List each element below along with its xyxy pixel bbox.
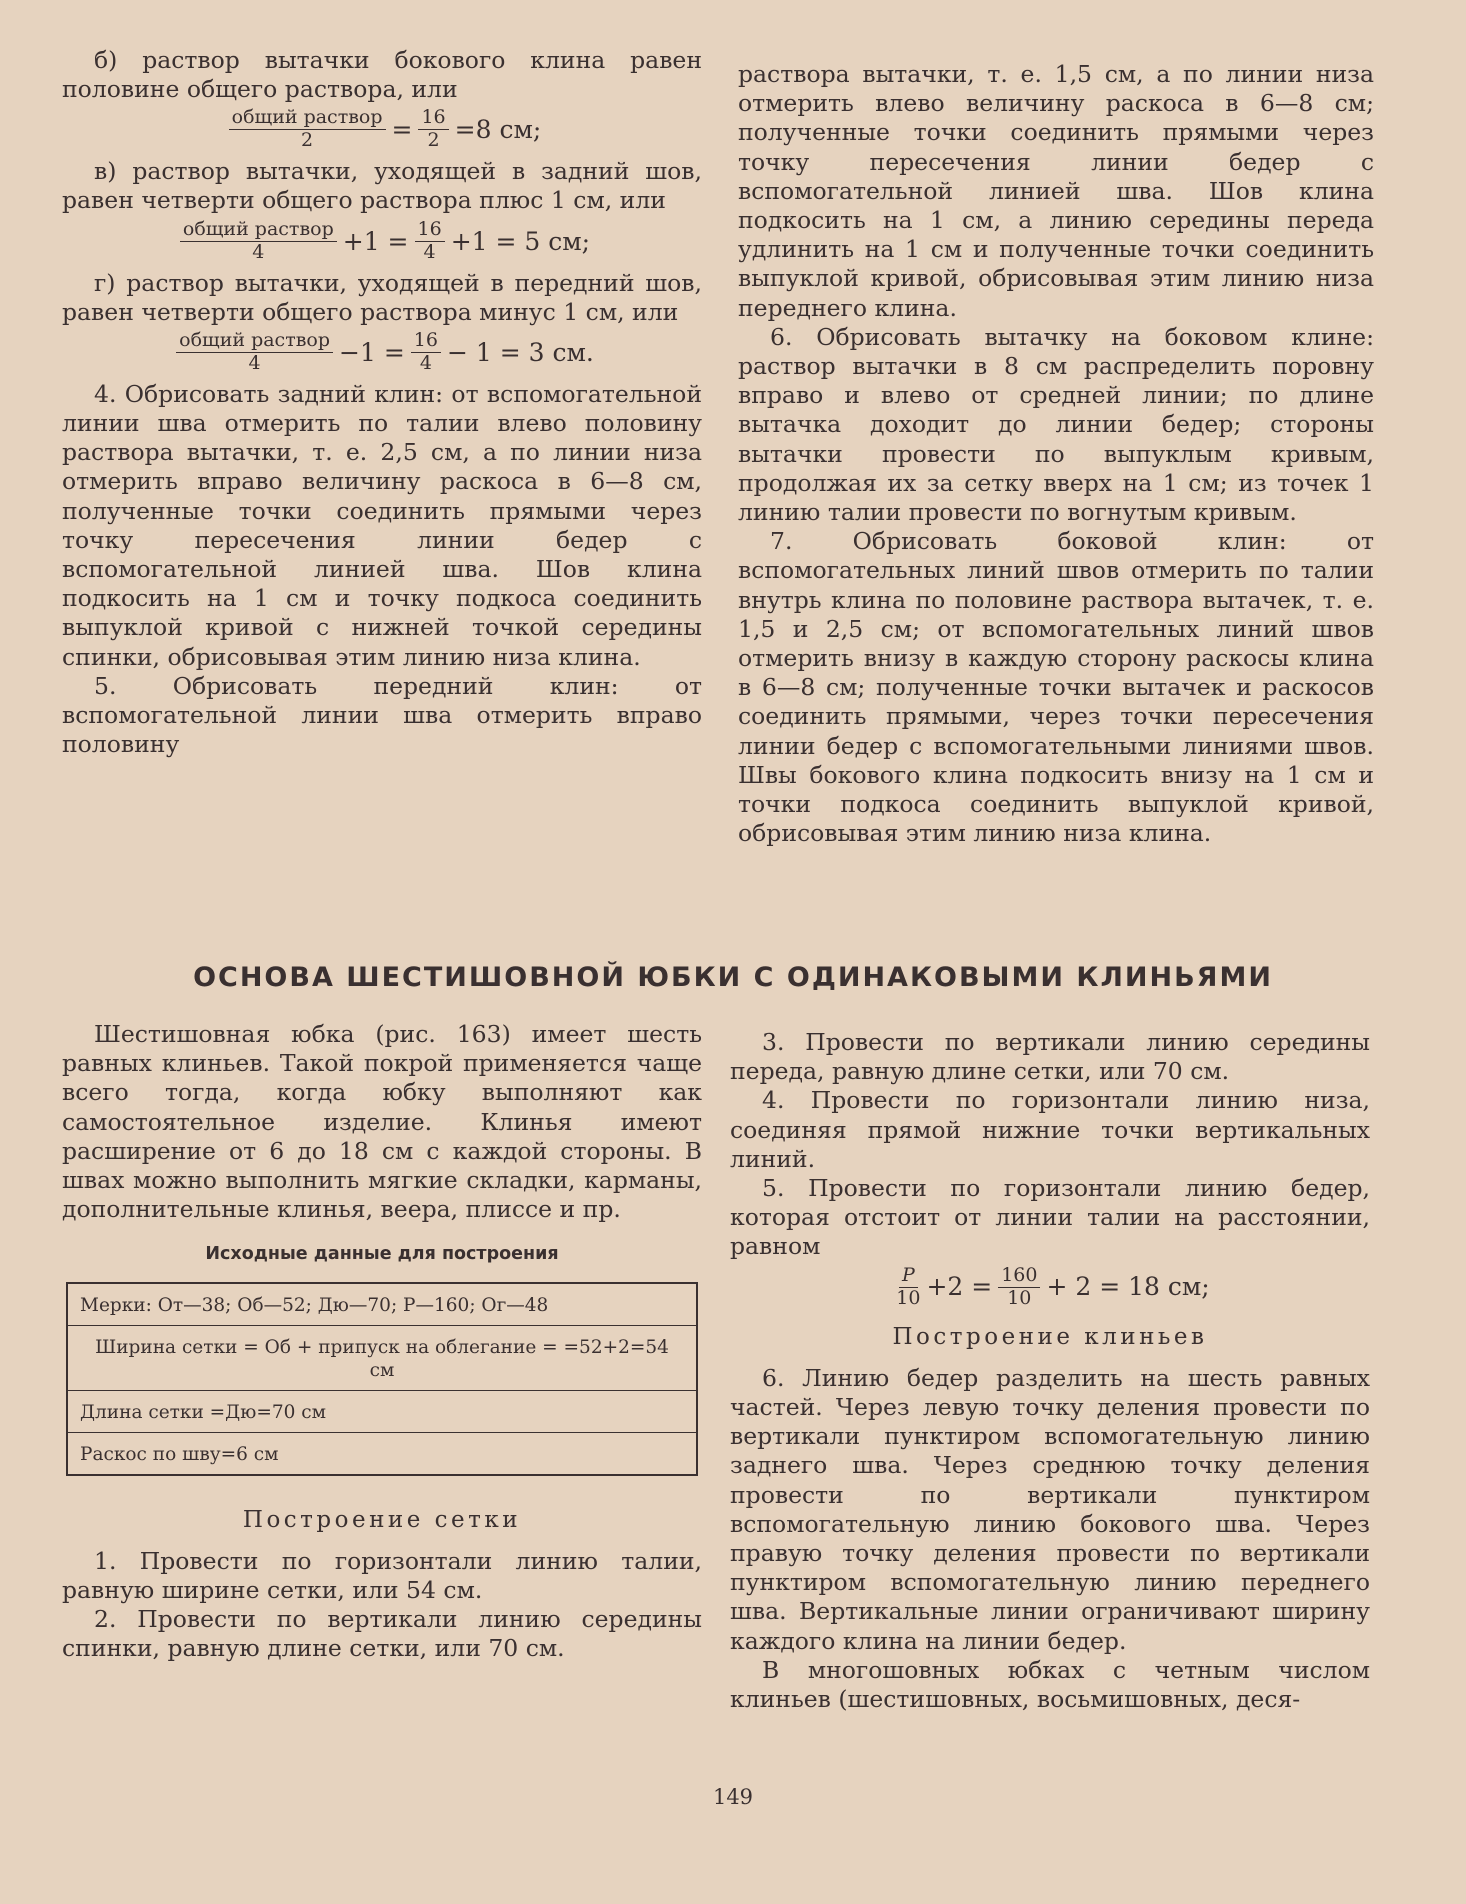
formula-result: =8 см;	[454, 115, 542, 145]
table-row: Мерки: От—38; Об—52; Дю—70; Р—160; Ог—48	[68, 1284, 696, 1326]
fraction-numerator: общий раствор	[180, 220, 337, 242]
left-column-top	[62, 46, 702, 759]
intro-paragraph: Шестишовная юбка (рис. 163) имеет шесть равных клиньев. Такой покрой применяется чаще всего тогда, когда юбку выполняют как самостоятельное изделие. Клинья имеют расширение от 6 до 18 см с каждой стороны. В швах можно выполнить мягкие складки, карманы, дополнительные клинья, веера, плиссе и пр.	[62, 1020, 702, 1224]
paragraph-grid-step-1: 1. Провести по горизонтали линию талии, равную ширине сетки, или 54 см.	[62, 1546, 702, 1605]
fraction	[229, 108, 386, 151]
paragraph-step-7: 7. Обрисовать боковой клин: от вспомогательных линий швов отмерить по талии внутрь клина по половине раствора вытачек, т. е. 1,5 и 2,5 см; от вспомогательных линий швов отмерить внизу в каждую сторону раскосы клина в 6—8 см; полученные точки вытачек и раскосов соединить прямыми, через точки пересечения линии бедер с вспомогательными линиями швов. Швы бокового клина подкосить внизу на 1 см и точки подкоса соединить выпуклой кривой, обрисовывая этим линию низа клина.	[738, 527, 1374, 848]
formula-operator: +1 =	[342, 226, 409, 256]
table-caption: Исходные данные для построения	[205, 1244, 559, 1265]
fraction	[998, 1263, 1040, 1309]
fraction	[180, 217, 337, 263]
left-column-bottom	[62, 1020, 702, 1664]
subheading-gores: Построение клиньев	[892, 1323, 1208, 1350]
paragraph-grid-step-4: 4. Провести по горизонтали линию низа, соединяя прямой нижние точки вертикальных линий.	[730, 1086, 1370, 1173]
fraction	[411, 328, 441, 374]
paragraph-grid-step-3: 3. Провести по вертикали линию середины переда, равную длине сетки, или 70 см.	[730, 1028, 1370, 1086]
initial-data-table	[66, 1282, 698, 1476]
fraction-numerator: 16	[415, 220, 445, 242]
fraction-denominator: 2	[301, 129, 314, 152]
formula-result: + 2 = 18 см;	[1046, 1272, 1210, 1302]
paragraph-step-5-continued: раствора вытачки, т. е. 1,5 см, а по линии низа отмерить влево величину раскоса в 6—8 см; полученные точки соединить прямыми через точку пересечения линии бедер с вспомогательной линией шва. Шов клина подкосить на 1 см, а линию середины переда удлинить на 1 см и полученные точки соединить выпуклой кривой, обрисовывая этим линию низа переднего клина.	[738, 60, 1374, 322]
fraction-denominator: 4	[423, 240, 436, 263]
paragraph-step-4: 4. Обрисовать задний клин: от вспомогательной линии шва отмерить по талии влево половину раствора вытачки, т. е. 2,5 см, а по линии низа отмерить вправо величину раскоса в 6—8 см, полученные точки соединить прямыми через точку пересечения линии бедер с вспомогательной линией шва. Шов клина подкосить на 1 см и точку подкоса соединить выпуклой кривой с нижней точкой середины спинки, обрисовывая этим линию низа клина.	[62, 379, 702, 671]
fraction	[896, 1263, 921, 1309]
fraction-denominator: 10	[1007, 1286, 1032, 1309]
formula-back-dart	[62, 217, 702, 263]
table-row: Длина сетки =Дю=70 см	[68, 1391, 696, 1433]
paragraph-b: б) раствор вытачки бокового клина равен половине общего раствора, или	[62, 46, 702, 104]
paragraph-step-6: 6. Обрисовать вытачку на боковом клине: раствор вытачки в 8 см распределить поровну вправо и влево от средней линии; по длине вытачка доходит до линии бедер; стороны вытачки провести по выпуклым кривым, продолжая их за сетку вверх на 1 см; из точек 1 линию талии провести по вогнутым кривым.	[738, 322, 1374, 527]
paragraph-multiseam: В многошовных юбках с четным числом клиньев (шестишовных, восьмишовных, деся-	[730, 1655, 1370, 1713]
fraction-numerator: 160	[998, 1266, 1040, 1288]
fraction-denominator: 4	[419, 351, 432, 374]
fraction-numerator: 16	[411, 331, 441, 353]
paragraph-gores-step-6: 6. Линию бедер разделить на шесть равных частей. Через левую точку деления провести по вертикали пунктиром вспомогательную линию заднего шва. Через среднюю точку деления провести по вертикали пунктиром вспомогательную линию бокового шва. Через правую точку деления провести по вертикали пунктиром вспомогательную линию переднего шва. Вертикальные линии ограничивают ширину каждого клина на линии бедер.	[730, 1363, 1370, 1655]
subheading-grid: Построение сетки	[242, 1506, 522, 1533]
fraction-numerator: общий раствор	[229, 108, 386, 130]
formula-result: +1 = 5 см;	[450, 226, 591, 256]
fraction-numerator: P	[899, 1266, 918, 1288]
section-title: ОСНОВА ШЕСТИШОВНОЙ ЮБКИ С ОДИНАКОВЫМИ КЛИНЬЯМИ	[193, 962, 1273, 993]
fraction	[418, 108, 448, 151]
paragraph-v: в) раствор вытачки, уходящей в задний шов, равен четверти общего раствора плюс 1 см, или	[62, 157, 702, 215]
formula-result: − 1 = 3 см.	[446, 337, 594, 367]
paragraph-step-5: 5. Обрисовать передний клин: от вспомогательной линии шва отмерить вправо половину	[62, 671, 702, 759]
fraction-numerator: 16	[418, 108, 448, 130]
formula-operator: =	[391, 115, 413, 145]
right-column-bottom	[730, 1028, 1370, 1714]
paragraph-grid-step-5: 5. Провести по горизонтали линию бедер, которая отстоит от линии талии на расстоянии, равном	[730, 1174, 1370, 1261]
paragraph-g: г) раствор вытачки, уходящей в передний шов, равен четверти общего раствора минус 1 см, или	[62, 268, 702, 326]
fraction-denominator: 2	[427, 129, 440, 152]
formula-operator: −1 =	[339, 337, 405, 367]
right-column-top	[738, 60, 1374, 848]
table-row: Ширина сетки = Об + припуск на облегание = =52+2=54 см	[68, 1326, 696, 1391]
page-number: 149	[712, 1785, 754, 1809]
formula-front-dart	[62, 328, 702, 374]
fraction-denominator: 10	[896, 1286, 921, 1309]
table-row: Раскос по шву=6 см	[80, 1443, 279, 1465]
fraction	[415, 217, 445, 263]
fraction	[176, 328, 333, 374]
fraction-denominator: 4	[252, 240, 265, 263]
fraction-denominator: 4	[248, 351, 261, 374]
formula-side-dart	[62, 108, 702, 151]
paragraph-grid-step-2: 2. Провести по вертикали линию середины спинки, равную длине сетки, или 70 см.	[62, 1605, 702, 1663]
formula-operator: +2 =	[926, 1272, 993, 1302]
formula-hip-line	[730, 1263, 1370, 1309]
fraction-numerator: общий раствор	[176, 331, 333, 353]
